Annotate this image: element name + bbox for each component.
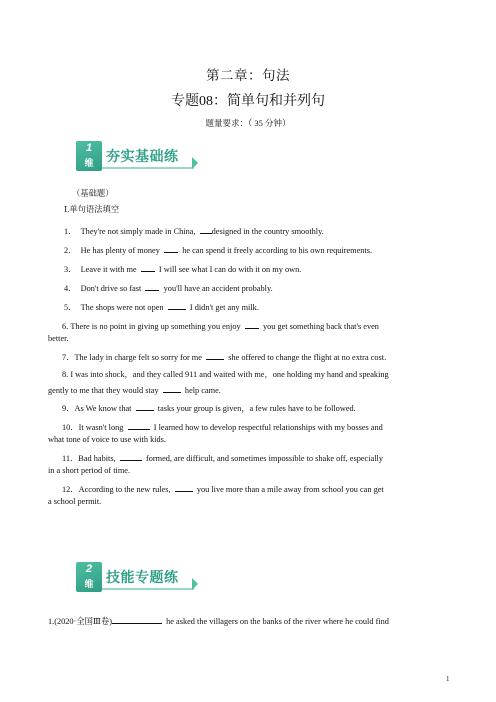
badge-number: 2 — [85, 563, 93, 575]
answer-blank[interactable] — [141, 262, 155, 272]
answer-blank[interactable] — [128, 420, 150, 430]
section-banner-basic — [76, 141, 208, 173]
question-11: 11．Bad habits, formed, are difficult, and sometimes impossible to shake off, especially — [62, 451, 383, 465]
chapter-title: 第二章：句法 — [206, 68, 290, 83]
answer-blank[interactable] — [145, 281, 159, 291]
answer-blank[interactable] — [245, 319, 259, 329]
badge-suffix: 维 — [84, 580, 94, 590]
banner-underline — [102, 167, 194, 169]
banner-underline — [102, 588, 194, 590]
banner-arrow-icon — [192, 157, 198, 169]
answer-blank[interactable] — [200, 224, 212, 234]
question-2: 2． He has plenty of money he can spend it freely according to his own requirements. — [64, 243, 372, 257]
answer-blank[interactable] — [163, 383, 181, 393]
page-number: 1 — [446, 675, 450, 683]
part-label: Ⅰ.单句语法填空 — [64, 205, 120, 214]
banner-arrow-icon — [192, 578, 198, 590]
question-4: 4． Don't drive so fast you'll have an accident probably. — [64, 281, 273, 295]
question-11-cont: in a short period of time. — [48, 466, 131, 475]
question-5: 5． The shops were not open I didn't get any milk. — [64, 300, 259, 314]
badge-suffix: 维 — [84, 159, 94, 169]
level-label: （基础题） — [72, 189, 114, 198]
section-banner-skills — [76, 562, 208, 594]
section-title: 夯实基础练 — [106, 149, 179, 165]
question-3: 3． Leave it with me I will see what I can do with it on my own. — [64, 262, 301, 276]
question-7: 7．The lady in charge felt so sorry for me she offered to change the flight at no extra cost. — [62, 350, 386, 364]
question-10-cont: what tone of voice to use with kids. — [48, 435, 166, 444]
question-8-cont: gently to me that they would stay help came. — [48, 383, 221, 397]
section-badge — [76, 562, 102, 592]
answer-blank[interactable] — [175, 482, 193, 492]
answer-blank[interactable] — [136, 401, 154, 411]
section-badge — [76, 141, 102, 171]
answer-blank[interactable] — [120, 451, 142, 461]
question-10: 10．It wasn't long I learned how to develop respectful relationships with my bosses and — [62, 420, 383, 434]
time-requirement: 题量要求：（ 35 分钟） — [205, 118, 291, 128]
answer-blank[interactable] — [112, 614, 162, 624]
topic-title: 专题08：简单句和并列句 — [171, 94, 325, 109]
question-9: 9．As We know that tasks your group is given，a few rules have to be followed. — [62, 401, 356, 415]
question-1: 1． They're not simply made in China, designed in the country smoothly. — [64, 224, 324, 238]
question-6-cont: better. — [48, 334, 69, 343]
skill-question-1: 1.(2020·全国Ⅲ卷) he asked the villagers on the banks of the river where he could find — [48, 614, 389, 628]
answer-blank[interactable] — [164, 243, 178, 253]
answer-blank[interactable] — [168, 300, 186, 310]
badge-number: 1 — [85, 142, 93, 154]
question-8: 8. I was into shock，and they called 911 and waited with me，one holding my hand and speaking — [62, 370, 389, 379]
section-title: 技能专题练 — [106, 570, 179, 586]
question-12-cont: a school permit. — [48, 497, 102, 506]
question-6: 6. There is no point in giving up something you enjoy you get something back that's even — [62, 319, 379, 333]
question-12: 12．According to the new rules, you live more than a mile away from school you can get — [62, 482, 384, 496]
answer-blank[interactable] — [206, 350, 224, 360]
